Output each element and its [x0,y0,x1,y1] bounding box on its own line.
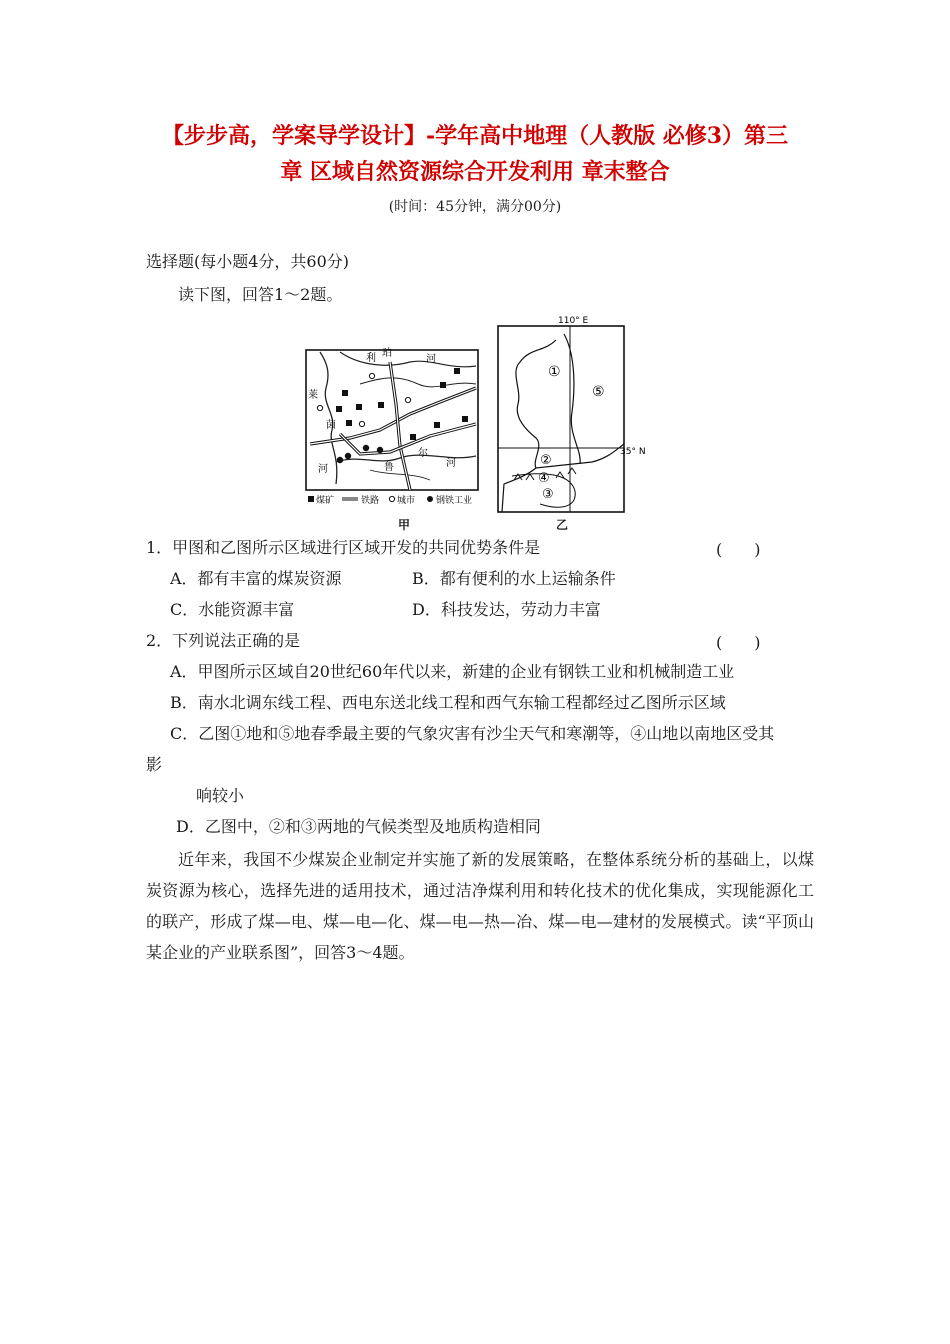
question-1-option-a: A．都有丰富的煤炭资源 [170,569,342,588]
question-2-option-b: B．南水北调东线工程、西电东送北线工程和西气东输工程都经过乙图所示区域 [170,693,726,712]
legend-rail: 铁路 [361,496,380,506]
question-2-option-a: A．甲图所示区域自20世纪60年代以来，新建的企业有钢铁工业和机械制造工业 [170,662,735,681]
legend-coal: 煤矿 [316,496,335,506]
map-jia-label-li: 利 [366,353,376,364]
question-2-option-c-continuation: 响较小 [196,786,245,805]
section-heading: 选择题(每小题4分，共60分) [146,252,350,271]
question-1-answer-blank: ( ) [716,540,761,559]
section-intro: 读下图，回答1～2题。 [178,285,343,304]
map-jia-label-er: 尔 [418,448,428,459]
legend-city: 城市 [397,496,416,506]
map-jia-label-he2: 河 [318,464,328,475]
page-title-line1: 【步步高，学案导学设计】-学年高中地理（人教版 必修3）第三 [161,123,789,149]
question-1-stem: 1．甲图和乙图所示区域进行区域开发的共同优势条件是 [146,538,541,557]
map-jia [300,344,484,516]
region-3: ③ [542,487,554,502]
region-2: ② [540,453,552,468]
legend-steel: 钢铁工业 [436,496,473,506]
region-4: ④ [538,471,550,486]
map-jia-label-he3: 河 [446,458,456,469]
exam-info: (时间：45分钟，满分00分) [388,199,562,215]
map-jia-label-po: 珀 [382,348,392,359]
passage-text: 近年来，我国不少煤炭企业制定并实施了新的发展策略，在整体系统分析的基础上，以煤炭资源为核心，选择先进的适用技术，通过洁净煤利用和转化技术的优化集成，实现能源化工的联产，形成了煤—电、煤—电—化、煤—电—热—冶、煤—电—建材的发展模式。读“平顶山某企业的产业联系图”，回答3～4题。 [146,850,814,962]
question-2-option-c: C．乙图①地和⑤地春季最主要的气象灾害有沙尘天气和寒潮等，④山地以南地区受其 [170,724,775,743]
question-1-option-b: B．都有便利的水上运输条件 [412,569,616,588]
region-5: ⑤ [592,384,605,400]
lat-label: 35° N [620,447,646,457]
map-yi-caption: 乙 [556,518,569,532]
question-2-option-c-wrap: 影 [146,755,163,774]
page-title-line2: 章 区域自然资源综合开发利用 章末整合 [280,159,670,185]
question-2-option-d: D．乙图中，②和③两地的气候类型及地质构造相同 [176,817,541,836]
region-1: ① [548,364,561,380]
map-jia-label-lu: 鲁 [384,462,394,473]
map-jia-label-yin: 茵 [326,420,336,431]
question-1-option-d: D．科技发达，劳动力丰富 [412,600,601,619]
question-2-answer-blank: ( ) [716,633,761,652]
question-2-stem: 2．下列说法正确的是 [146,631,301,650]
question-1-option-c: C．水能资源丰富 [170,600,295,619]
map-jia-caption: 甲 [398,518,411,532]
map-yi [496,312,656,516]
map-jia-label-lai: 莱 [308,390,318,401]
lon-label: 110° E [558,316,589,326]
map-jia-label-he1: 河 [426,354,436,365]
